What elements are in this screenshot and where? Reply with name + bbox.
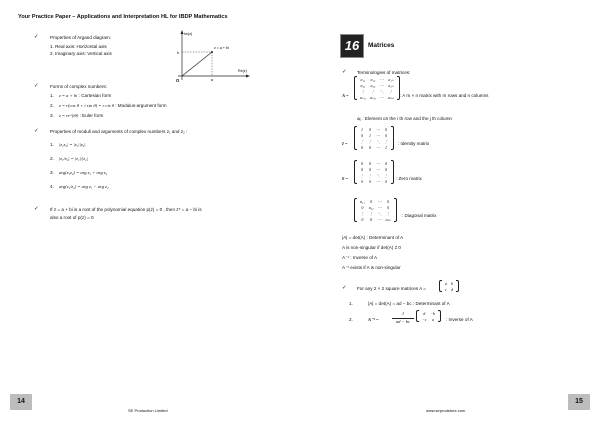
identity-label: I = <box>342 141 348 146</box>
identity-desc: : Identity matrix <box>398 141 430 146</box>
inverse-exists-line: A⁻¹ exists if A is non-singular <box>342 265 401 270</box>
re-axis-label: Re(z) <box>238 69 247 73</box>
two-by-two-det: |A| = det(A) = ad − bc : Determinant of A <box>368 301 450 306</box>
non-singular-line: A is non-singular if det(A) ≠ 0 <box>342 245 401 250</box>
b-label: b <box>177 51 179 55</box>
forms-item-1: 1. z = a + bi : Cartesian form <box>50 93 112 98</box>
root-line-1: If z = a + bi is a root of the polynomial equation p(z) = 0 , then z* = a − bi is <box>50 207 202 212</box>
chapter-number: 16 <box>340 34 364 58</box>
moduli-item-4: 4. arg(z₁/z₂) = arg z₁ − arg z₂ <box>50 184 109 189</box>
diagonal-desc: : Diagonal matrix <box>402 213 437 218</box>
determinant-line: |A| = det(A) : Determinant of A <box>342 235 404 240</box>
footer-right: www.seprodstore.com <box>426 408 466 413</box>
identity-matrix: 1 0 ⋯ 0 0 1 ⋯ 0 ⋮ ⋮ ⋱ ⋮ 0 0 ⋯ 1 <box>354 126 394 150</box>
im-axis-label: Im(z) <box>184 32 193 36</box>
forms-item-3: 3. z = re^(iθ) : Euler form <box>50 113 104 118</box>
moduli-item-1: 1. |z₁z₂| = |z₁||z₂| <box>50 142 86 147</box>
check-icon: ✓ <box>34 83 39 89</box>
two-by-two-intro: For any 2 × 2 square matrices A = <box>357 286 426 291</box>
forms-item-2: 2. z = r(cos θ + i sin θ) = r cis θ : Modulus-argument form <box>50 103 167 108</box>
inverse-frac-num: 1 <box>401 311 405 316</box>
general-matrix: a₁₁ a₁₂ ⋯ a₁ₙ a₂₁ a₂₂ ⋯ a₂ₙ ⋮ ⋮ ⋱ ⋮ aₘ₁ aₘ₂ ⋯ aₘₙ <box>354 76 400 100</box>
chapter-title: Matrices <box>368 42 395 49</box>
inverse-matrix: d −b −c a <box>416 310 441 322</box>
check-icon: ✓ <box>342 285 347 291</box>
forms-heading: Forms of complex numbers: <box>50 84 107 89</box>
moduli-item-2: 2. |z₁/z₂| = |z₁|/|z₂| <box>50 156 89 161</box>
inverse-line: A⁻¹ : Inverse of A <box>342 255 378 260</box>
inverse-frac-den: ad − bc <box>395 319 411 324</box>
page-header: Your Practice Paper – Applications and Interpretation HL for IBDP Mathematics <box>18 14 228 20</box>
footer-left: SE Production Limited <box>128 408 168 413</box>
inverse-desc: : Inverse of A <box>446 317 473 322</box>
abcd-matrix: a b c d <box>439 280 459 292</box>
two-by-two-inv-num: 2. <box>349 317 353 322</box>
inverse-lhs: A⁻¹ = <box>368 317 379 322</box>
root-line-2: also a root of p(z) = 0 <box>50 215 94 220</box>
terminologies-heading: Terminologies of matrices: <box>357 70 411 75</box>
general-matrix-desc: : A m × n matrix with m rows and n columns <box>400 93 489 98</box>
moduli-heading: Properties of moduli and arguments of complex numbers z₁ and z₂ : <box>50 129 188 134</box>
zero-label: 0 = <box>342 176 349 181</box>
zero-desc: : Zero matrix <box>396 176 422 181</box>
element-desc: aᵢⱼ : Element on the i th row and the j th column <box>357 116 452 121</box>
two-by-two-det-num: 1. <box>349 301 353 306</box>
check-icon: ✓ <box>34 206 39 212</box>
check-icon: ✓ <box>34 34 39 40</box>
diagonal-matrix: a₁₁ 0 ⋯ 0 0 a₂₂ ⋯ 0 ⋮ ⋮ ⋱ ⋮ 0 0 ⋯ aₙₙ <box>354 198 397 222</box>
zero-matrix: 0 0 ⋯ 0 0 0 ⋯ 0 ⋮ ⋮ ⋱ ⋮ 0 0 ⋯ 0 <box>354 160 394 184</box>
origin-label: O <box>176 78 180 83</box>
argand-heading: Properties of Argand diagram: <box>50 35 112 40</box>
argand-item-2: 2. Imaginary axis: Vertical axis <box>50 51 112 56</box>
argand-diagram <box>168 28 258 86</box>
matrix-a-label: A = <box>342 93 349 98</box>
page-number-left: 14 <box>10 394 32 410</box>
z-point-label: z = a + bi <box>214 46 229 50</box>
right-page <box>300 0 600 424</box>
argand-item-1: 1. Real axis: Horizontal axis <box>50 44 107 49</box>
a-label: a <box>211 78 213 82</box>
check-icon: ✓ <box>342 69 347 75</box>
page-number-right: 15 <box>568 394 590 410</box>
moduli-item-3: 3. arg(z₁z₂) = arg z₁ + arg z₂ <box>50 170 108 175</box>
check-icon: ✓ <box>34 128 39 134</box>
